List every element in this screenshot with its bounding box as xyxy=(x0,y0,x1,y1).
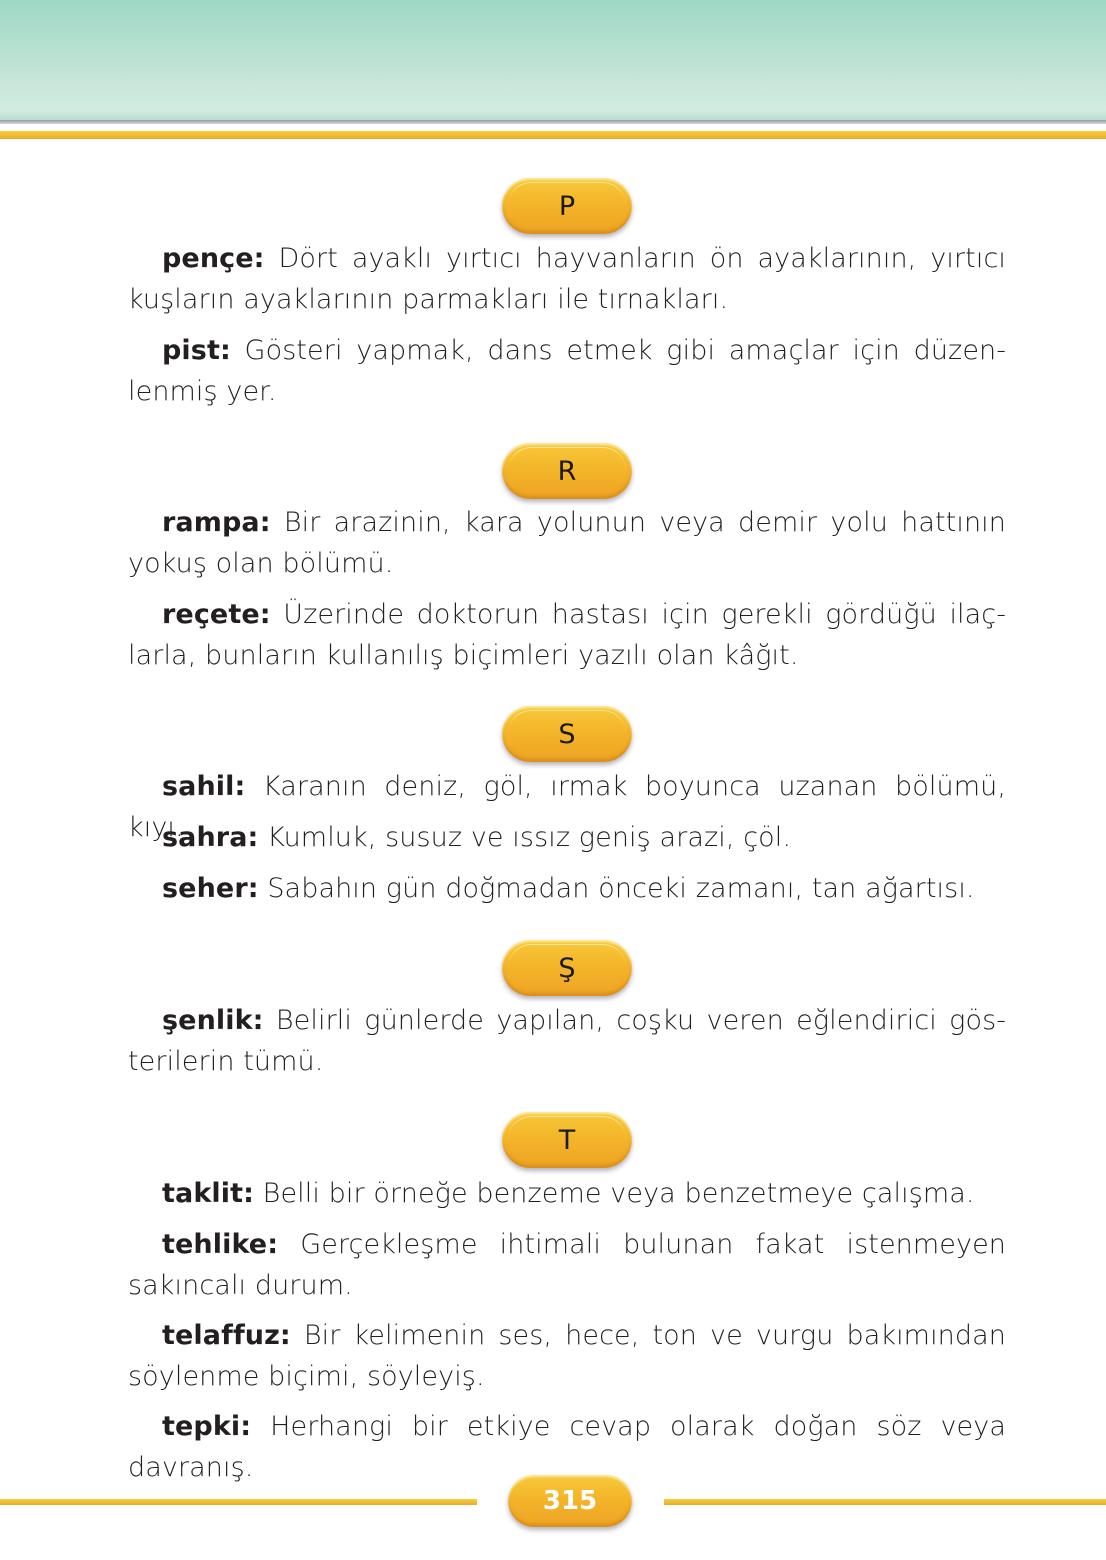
entry-definition: Gerçekleşme ihtimali bulunan fakat istenmeyen sakıncalı durum. xyxy=(128,1229,1006,1301)
entry-definition: Dört ayaklı yırtıcı hayvanların ön ayaklarının, yırtıcı kuşların ayaklarının parmakları ile tırnakları. xyxy=(128,243,1006,315)
badge-highlight xyxy=(508,710,626,757)
letter-badge-r xyxy=(502,443,632,499)
letter-badge-t xyxy=(502,1112,632,1168)
header-band xyxy=(0,0,1106,120)
badge-highlight xyxy=(508,447,626,494)
entry-definition: Herhangi bir etkiye cevap olarak doğan söz veya davranış. xyxy=(128,1411,1006,1483)
entry-term: sahil: xyxy=(162,771,246,802)
glossary-entry xyxy=(128,502,1006,584)
page-number: 315 xyxy=(542,1486,598,1516)
header-divider xyxy=(0,120,1106,124)
entry-term: tehlike: xyxy=(162,1229,279,1260)
entry-definition: Gösteri yapmak, dans etmek gibi amaçlar için düzenlenmiş yer. xyxy=(128,335,1006,407)
letter-badge-s-cedilla xyxy=(502,940,632,996)
entry-definition: Bir kelimenin ses, hece, ton ve vurgu bakımından söylenme biçimi, söyleyiş. xyxy=(128,1320,1006,1392)
glossary-entry xyxy=(128,1000,1006,1082)
entry-definition: Bir arazinin, kara yolunun veya demir yolu hattının yokuş olan bölümü. xyxy=(128,507,1006,579)
glossary-entry xyxy=(128,868,1006,909)
letter-badge-s xyxy=(502,706,632,762)
entry-term: seher: xyxy=(162,873,259,904)
entry-term: reçete: xyxy=(162,599,271,630)
glossary-entry xyxy=(128,1173,1006,1214)
glossary-entry xyxy=(128,594,1006,676)
footer-line-left xyxy=(0,1499,477,1505)
letter-badge-label: P xyxy=(558,190,576,222)
entry-term: taklit: xyxy=(162,1178,254,1209)
entry-definition: Karanın deniz, göl, ırmak boyunca uzanan bölümü, kıyı. xyxy=(128,771,1006,843)
entry-definition: Sabahın gün doğmadan önceki zamanı, tan ağartısı. xyxy=(258,873,975,904)
entry-term: telaffuz: xyxy=(162,1320,291,1351)
entry-term: pist: xyxy=(162,335,231,366)
page-number-badge xyxy=(508,1475,632,1527)
entry-definition: Belli bir örneğe benzeme veya benzetmeye çalışma. xyxy=(254,1178,975,1209)
entry-term: tepki: xyxy=(162,1411,252,1442)
entry-term: pençe: xyxy=(162,243,265,274)
letter-badge-label: R xyxy=(557,455,577,487)
footer-line-right xyxy=(664,1499,1106,1505)
entry-term: sahra: xyxy=(162,822,259,853)
header-accent-stripe xyxy=(0,131,1106,139)
entry-term: rampa: xyxy=(162,507,271,538)
badge-highlight xyxy=(508,182,626,229)
glossary-entry xyxy=(128,1224,1006,1306)
entry-definition: Üzerinde doktorun hastası için gerekli gördüğü ilaçlarla, bunların kullanılış biçimleri yazılı olan kâğıt. xyxy=(128,599,1006,671)
letter-badge-label: S xyxy=(558,718,576,750)
entry-definition: Kumluk, susuz ve ıssız geniş arazi, çöl. xyxy=(258,822,792,853)
entry-definition: Belirli günlerde yapılan, coşku veren eğlendirici gösterilerin tümü. xyxy=(128,1005,1006,1077)
glossary-entry xyxy=(128,330,1006,412)
letter-badge-p xyxy=(502,178,632,234)
badge-highlight xyxy=(508,1116,626,1163)
glossary-entry xyxy=(128,238,1006,320)
letter-badge-label: T xyxy=(558,1124,576,1156)
glossary-entry xyxy=(128,817,1006,858)
letter-badge-label: Ş xyxy=(558,952,576,984)
entry-term: şenlik: xyxy=(162,1005,264,1036)
badge-highlight xyxy=(508,944,626,991)
glossary-entry xyxy=(128,1315,1006,1397)
